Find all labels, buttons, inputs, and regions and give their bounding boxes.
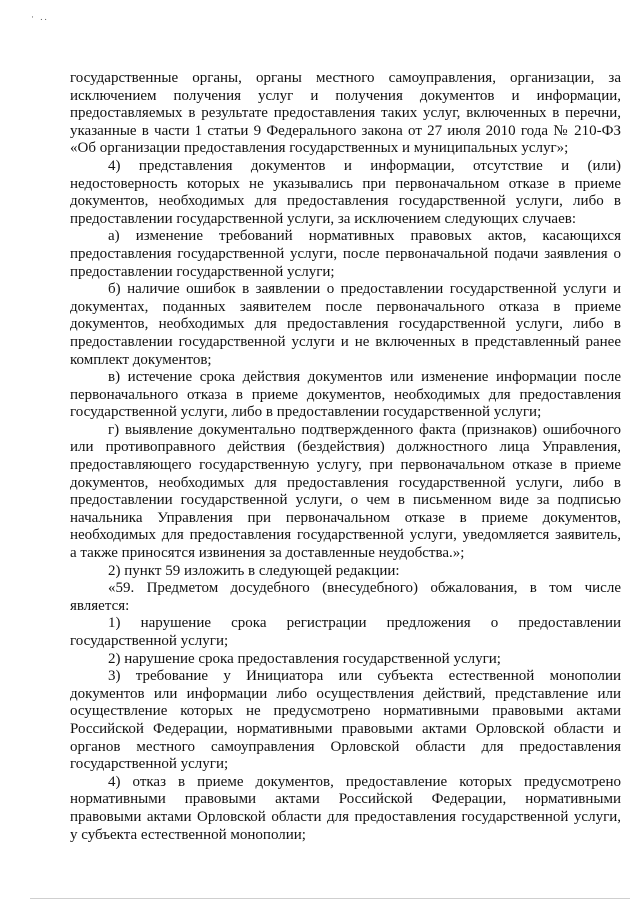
- text-line-2: исключением получения услуг и получения документов и информации,: [70, 87, 621, 104]
- scan-mark: · ..: [31, 12, 49, 22]
- text-line-16: предоставлении государственной услуги и не включенных в представленный ранее: [70, 333, 621, 350]
- text-line-3: предоставляемых в результате предоставления таких услуг, включенных в перечни,: [70, 105, 621, 122]
- text-line-4: указанные в части 1 статьи 9 Федерального закона от 27 июля 2010 года № 210-ФЗ: [70, 122, 621, 139]
- text-line-21: г) выявление документально подтвержденного факта (признаков) ошибочного: [108, 421, 621, 438]
- text-line-20: государственной услуги, либо в предоставлении государственной услуги;: [70, 404, 542, 421]
- text-line-37: осуществление которых не предусмотрено нормативными правовыми актами: [70, 703, 621, 720]
- text-line-39: органов местного самоуправления Орловской области для предоставления: [70, 738, 621, 755]
- text-line-18: в) истечение срока действия документов или изменение информации после: [108, 369, 621, 386]
- text-line-24: документов, необходимых для предоставления государственной услуги, либо в: [70, 474, 621, 491]
- text-line-40: государственной услуги;: [70, 756, 229, 773]
- text-line-19: первоначального отказа в приеме документов, необходимых для предоставления: [70, 386, 621, 403]
- text-line-31: является:: [70, 597, 130, 614]
- text-line-30: «59. Предметом досудебного (внесудебного) обжалования, в том числе: [108, 580, 621, 597]
- text-line-26: начальника Управления при первоначальном отказе в приеме документов,: [70, 509, 621, 526]
- text-line-29: 2) пункт 59 изложить в следующей редакции:: [108, 562, 400, 579]
- text-line-36: документов или информации либо осуществления действий, представление или: [70, 685, 621, 702]
- document-body: [70, 70, 621, 844]
- text-line-17: комплект документов;: [70, 351, 212, 368]
- text-line-1: государственные органы, органы местного самоуправления, организации, за: [70, 70, 621, 86]
- text-line-38: Российской Федерации, нормативными правовыми актами Орловской области и: [70, 720, 621, 737]
- text-line-9: предоставлении государственной услуги, за исключением следующих случаев:: [70, 210, 576, 227]
- page-bottom-rule: [30, 898, 630, 899]
- text-line-8: документов, необходимых для предоставления государственной услуги, либо в: [70, 193, 621, 210]
- text-line-22: или противоправного действия (бездействия) должностного лица Управления,: [70, 439, 621, 456]
- text-line-10: а) изменение требований нормативных правовых актов, касающихся: [108, 228, 621, 245]
- text-line-11: предоставления государственной услуги, после первоначальной подачи заявления о: [70, 245, 621, 262]
- text-line-35: 3) требование у Инициатора или субъекта естественной монополии: [108, 668, 621, 685]
- text-line-15: документов, необходимых для предоставления государственной услуги, либо в: [70, 316, 621, 333]
- text-line-25: предоставлении государственной услуги, о чем в письменном виде за подписью: [70, 492, 621, 509]
- text-line-7: недостоверность которых не указывались при первоначальном отказе в приеме: [70, 175, 621, 192]
- text-line-44: у субъекта естественной монополии;: [70, 826, 306, 843]
- text-line-43: правовыми актами Орловской области для предоставления государственной услуги,: [70, 808, 621, 825]
- text-line-33: государственной услуги;: [70, 633, 229, 649]
- text-line-12: предоставлении государственной услуги;: [70, 263, 335, 280]
- text-line-34: 2) нарушение срока предоставления государственной услуги;: [108, 650, 501, 667]
- text-line-23: предоставляющего государственную услугу, при первоначальном отказе в приеме: [70, 457, 621, 474]
- text-line-27: необходимых для предоставления государственной услуги, уведомляется заявитель,: [70, 527, 621, 544]
- text-line-32: 1) нарушение срока регистрации предложения о предоставлении: [108, 615, 621, 632]
- text-line-41: 4) отказ в приеме документов, предоставление которых предусмотрено: [108, 773, 621, 790]
- text-line-42: нормативными правовыми актами Российской Федерации, нормативными: [70, 791, 621, 808]
- text-line-13: б) наличие ошибок в заявлении о предоставлении государственной услуги и: [108, 281, 621, 298]
- text-line-14: документах, поданных заявителем после первоначального отказа в приеме: [70, 298, 621, 315]
- text-line-5: «Об организации предоставления государственных и муниципальных услуг»;: [70, 140, 569, 157]
- text-line-6: 4) представления документов и информации, отсутствие и (или): [108, 157, 621, 174]
- text-line-28: а также приносятся извинения за доставленные неудобства.»;: [70, 545, 465, 562]
